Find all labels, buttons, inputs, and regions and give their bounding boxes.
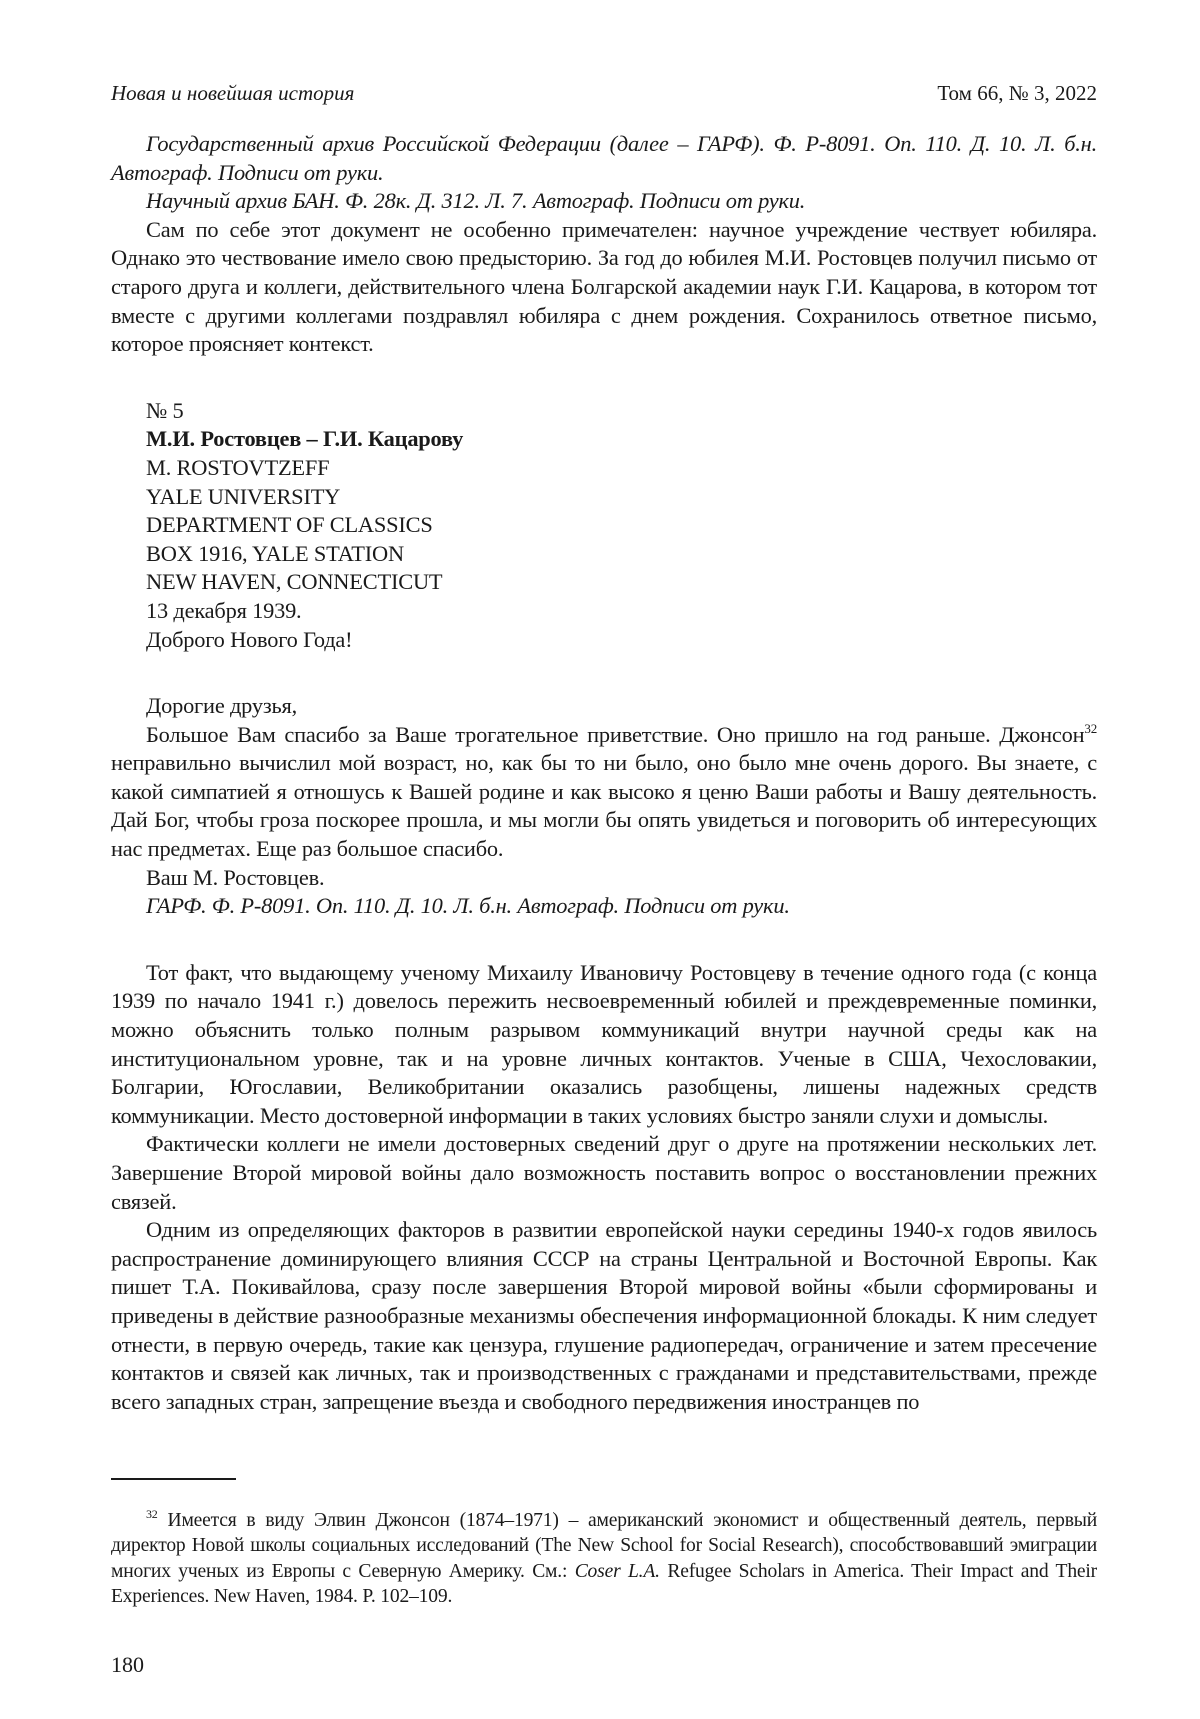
letterhead-line: BOX 1916, YALE STATION	[146, 540, 404, 566]
archive-citation: Научный архив БАН. Ф. 28к. Д. 312. Л. 7. Автограф. Подписи от руки.	[146, 188, 806, 214]
letter-salutation: Дорогие друзья,	[146, 693, 298, 719]
footnote-number: 32	[146, 1507, 158, 1521]
letter-date: 13 декабря 1939.	[146, 597, 302, 623]
document-source: ГАРФ. Ф. Р-8091. Оп. 110. Д. 10. Л. б.н. Автограф. Подписи от руки.	[146, 893, 790, 919]
footnote-text: $^{32}$ Имеется в виду Элвин Джонсон (1874–1971) – американский экономист и общественный деятель, первый директор Новой школы социальных исследований (The New School for Social Research), способствовавший эмиграции многих ученых из Европы с Северную Америку. См.: Coser L.A. Refugee Scholars in America. Their Impact and Their Experiences. New Haven, 1984. P. 102–109.	[111, 1507, 1097, 1608]
intro-paragraph: Сам по себе этот документ не особенно примечателен: научное учреждение чествует юбиляра. Однако это чествование имело свою предысторию. За год до юбилея М.И. Ростовцев получил письмо от старого друга и коллеги, действительного члена Болгарской академии наук Г.И. Кацарова, в котором тот вместе с другими коллегами поздравлял юбиляра с днем рождения. Сохранилось ответное письмо, которое проясняет контекст.	[111, 216, 1097, 357]
body-paragraph: Фактически коллеги не имели достоверных сведений друг о друге на протяжении нескольких лет. Завершение Второй мировой войны дало возможность поставить вопрос о восстановлении прежних связей.	[111, 1131, 1097, 1214]
letterhead-line: M. ROSTOVTZEFF	[146, 454, 330, 480]
body-paragraph: Одним из определяющих факторов в развитии европейской науки середины 1940-х годов явилось распространение доминирующего влияния СССР на страны Центральной и Восточной Европы. Как пишет Т.А. Покивайлова, сразу после завершения Второй мировой войны «были сформированы и приведены в действие разнообразные механизмы обеспечения информационной блокады. К ним следует отнести, в первую очередь, такие как цензура, глушение радиопередач, ограничение и затем пресечение контактов и связей как личных, так и производственных с гражданами и представительствами, прежде всего западных стран, запрещение въезда и свободного передвижения иностранцев по	[111, 1217, 1097, 1414]
letterhead-line: YALE UNIVERSITY	[146, 483, 341, 509]
issue-info: Том 66, № 3, 2022	[937, 81, 1097, 105]
page-number: 180	[111, 1652, 144, 1677]
document-header	[111, 397, 1097, 654]
document-title: М.И. Ростовцев – Г.И. Кацарову	[146, 426, 464, 452]
document-number: № 5	[146, 397, 184, 423]
journal-title: Новая и новейшая история	[111, 81, 355, 105]
running-head	[111, 80, 1097, 106]
letterhead-line: DEPARTMENT OF CLASSICS	[146, 512, 433, 538]
body-paragraph: Тот факт, что выдающему ученому Михаилу Ивановичу Ростовцеву в течение одного года (с конца 1939 по начало 1941 г.) довелось пережить несвоевременный юбилей и преждевременные поминки, можно объяснить только полным разрывом коммуникаций внутри научной среды как на институциональном уровне, так и на уровне личных контактов. Ученые в США, Чехословакии, Болгарии, Югославии, Великобритании оказались разобщены, лишены надежных средств коммуникации. Место достоверной информации в таких условиях быстро заняли слухи и домыслы.	[111, 959, 1097, 1128]
archive-citation: Государственный архив Российской Федерации (далее – ГАРФ). Ф. Р-8091. Оп. 110. Д. 10. Л. б.н. Автограф. Подписи от руки.	[111, 131, 1097, 185]
main-text	[111, 130, 1097, 1416]
footnote-author: Coser L.A.	[574, 1560, 660, 1582]
footnote	[111, 1508, 1097, 1610]
letterhead-line: NEW HAVEN, CONNECTICUT	[146, 569, 443, 595]
letter-body: Большое Вам спасибо за Ваше трогательное приветствие. Оно пришло на год раньше. Джонсон$^{32}$ неправильно вычислил мой возраст, но, как бы то ни было, оно было мне очень дорого. Вы знаете, с какой симпатией я отношусь к Вашей родине и как высоко я ценю Ваши работы и Вашу деятельность. Дай Бог, чтобы гроза поскорее прошла, и мы могли бы опять увидеться и поговорить об интересующих нас предметах. Еще раз большое спасибо.	[111, 720, 1097, 862]
footnote-divider	[111, 1478, 236, 1480]
footnote-reference[interactable]: 32	[1084, 720, 1097, 736]
new-year-greeting: Доброго Нового Года!	[146, 626, 353, 652]
letter-signature: Ваш М. Ростовцев.	[146, 864, 325, 890]
